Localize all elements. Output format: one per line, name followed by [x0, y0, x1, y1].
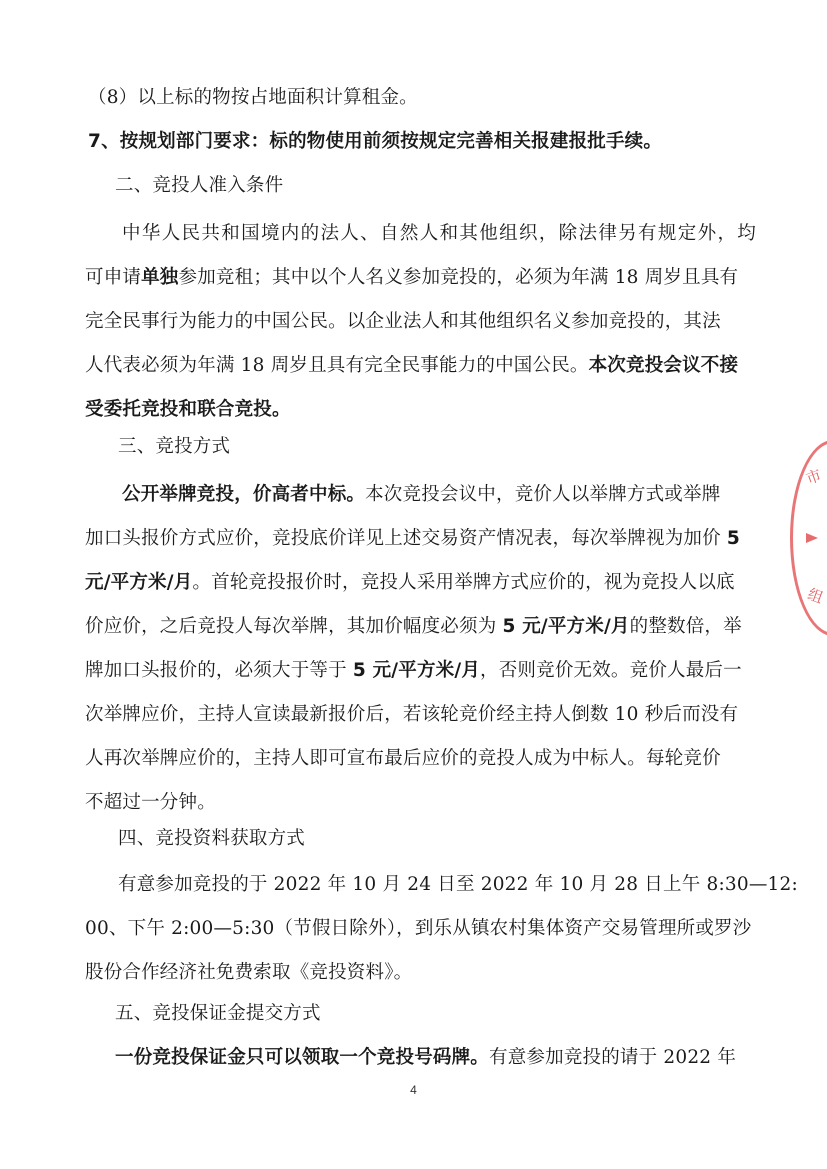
- line-text: ，否则竞价无效。竞价人最后一: [480, 660, 742, 681]
- bold-text: 公开举牌竞投，价高者中标。: [122, 484, 366, 505]
- bold-text: 5: [726, 528, 740, 549]
- line-text: 参加竞租；其中以个人名义参加竞投的，必须为年满 18 周岁且具有: [178, 267, 739, 288]
- line-text: （8）以上标的物按占地面积计算租金。: [88, 87, 418, 108]
- line-text: 本次竞投会议中，竞价人以举牌方式或举牌: [365, 484, 721, 505]
- line-text: 牌加口头报价的，必须大于等于: [85, 660, 353, 681]
- paragraph-line: [85, 527, 755, 551]
- line-text: 人代表必须为年满 18 周岁且具有完全民事能力的中国公民。: [85, 355, 589, 376]
- line-text: 00、下午 2:00—5:30（节假日除外），到乐从镇农村集体资产交易管理所或罗沙: [85, 918, 752, 939]
- bold-text: 本次竞投会议不接: [588, 355, 739, 376]
- paragraph-line: [118, 873, 798, 897]
- paragraph-line: [115, 1046, 785, 1070]
- stamp-star-icon: [806, 533, 818, 543]
- bold-text: 5 元/平方米/月: [502, 616, 630, 637]
- paragraph-line: [85, 659, 755, 683]
- line-text: 可申请: [85, 267, 142, 288]
- bold-text: 5 元/平方米/月: [352, 660, 481, 681]
- line-text: 。首轮竞投报价时，竞投人采用举牌方式应价的，视为竞投人以底: [192, 572, 735, 593]
- section-heading: 二、竞投人准入条件: [115, 175, 284, 196]
- item-8-rent-basis: [88, 86, 758, 110]
- line-text: 有意参加竞投的请于 2022 年: [489, 1047, 737, 1068]
- stamp-text-top: 市: [803, 465, 824, 488]
- line-text: 有意参加竞投的于 2022 年 10 月 24 日至 2022 年 10 月 28 日上午 8:30—12:: [118, 874, 798, 895]
- paragraph-line: [85, 615, 755, 639]
- bold-text: 单独: [141, 267, 179, 288]
- line-text: 中华人民共和国境内的法人、自然人和其他组织，除法律另有规定外，均: [122, 223, 756, 244]
- line-text: 完全民事行为能力的中国公民。以企业法人和其他组织名义参加竞投的，其法: [85, 311, 721, 332]
- paragraph-line: [85, 354, 755, 378]
- paragraph-line: [85, 398, 755, 422]
- paragraph-line: [85, 747, 755, 771]
- paragraph-line: [85, 310, 755, 334]
- line-text: 人再次举牌应价的，主持人即可宣布最后应价的竞投人成为中标人。每轮竞价: [85, 748, 721, 769]
- paragraph-line: [85, 961, 755, 985]
- line-text: 次举牌应价，主持人宣读最新报价后，若该轮竞价经主持人倒数 10 秒后而没有: [85, 704, 739, 725]
- line-text: 的整数倍，举: [629, 616, 742, 637]
- bold-text: 一份竞投保证金只可以领取一个竞投号码牌。: [115, 1047, 490, 1068]
- line-text: 不超过一分钟。: [85, 792, 216, 813]
- line-text: 加口头报价方式应价，竞投底价详见上述交易资产情况表，每次举牌视为加价: [85, 528, 727, 549]
- section-3-heading: [118, 435, 788, 459]
- paragraph-line: [85, 791, 755, 815]
- line-text: 股份合作经济社免费索取《竞投资料》。: [85, 962, 413, 983]
- stamp-text-bottom: 组: [805, 584, 826, 607]
- page-number: 4: [410, 1083, 417, 1097]
- line-text: 价应价，之后竞投人每次举牌，其加价幅度必须为: [85, 616, 503, 637]
- item-7-planning-requirement: [88, 130, 758, 154]
- paragraph-line: [122, 222, 756, 246]
- section-heading: 三、竞投方式: [118, 436, 231, 457]
- paragraph-line: [85, 266, 755, 290]
- paragraph-line: [85, 917, 755, 941]
- section-heading: 四、竞投资料获取方式: [118, 828, 306, 849]
- paragraph-line: [85, 571, 755, 595]
- paragraph-line: [122, 483, 792, 507]
- line-text: 7、按规划部门要求：标的物使用前须按规定完善相关报建报批手续。: [88, 131, 663, 152]
- section-4-heading: [118, 827, 788, 851]
- paragraph-line: [85, 703, 755, 727]
- section-5-heading: [115, 1002, 785, 1026]
- bold-text: 受委托竞投和联合竞投。: [85, 399, 291, 420]
- section-2-heading: [115, 174, 785, 198]
- section-heading: 五、竞投保证金提交方式: [115, 1003, 321, 1024]
- bold-text: 元/平方米/月: [85, 572, 193, 593]
